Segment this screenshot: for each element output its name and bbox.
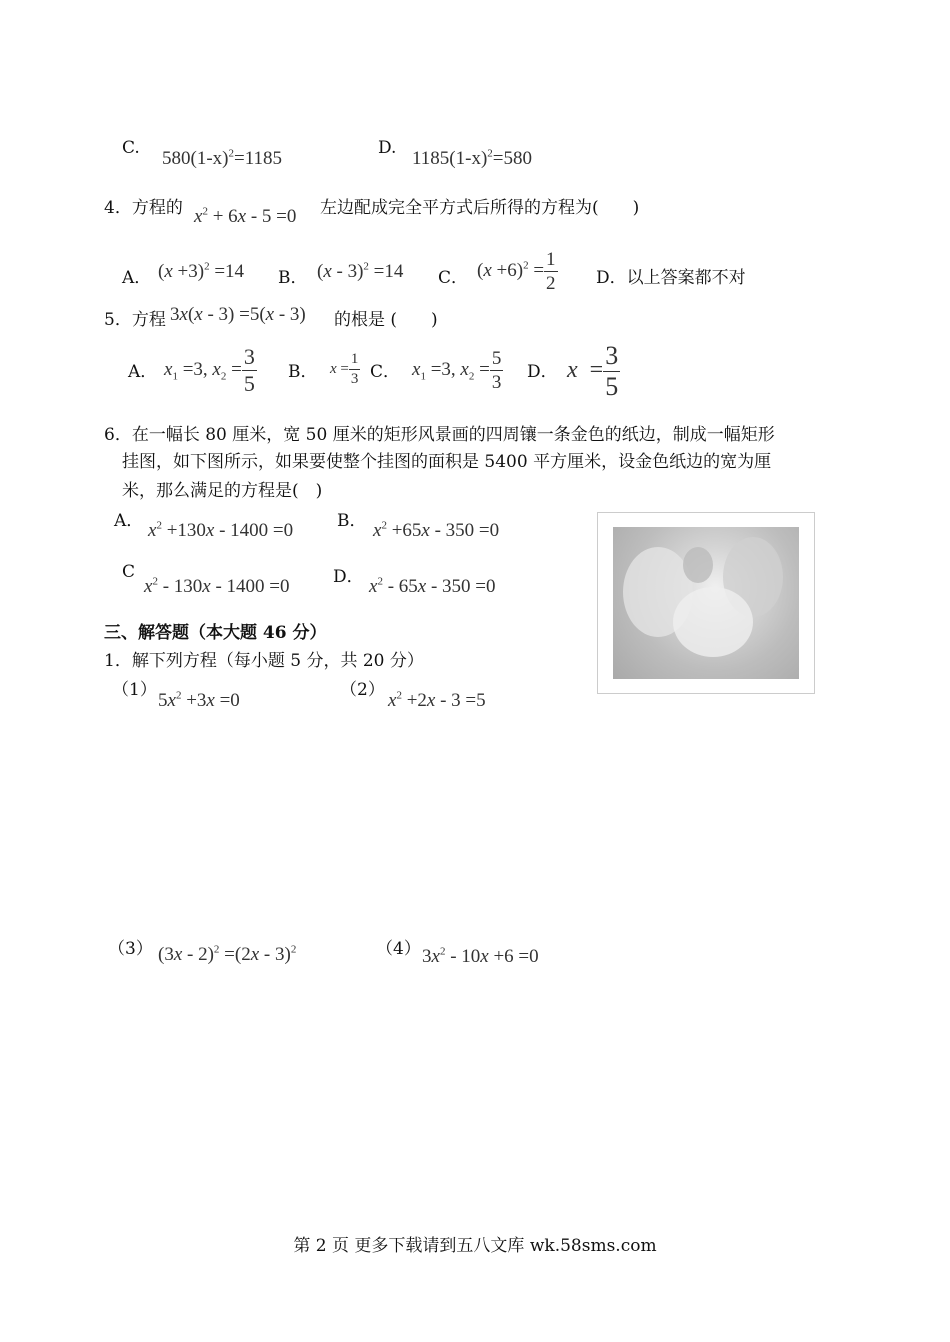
- q5-option-d-equation: x = $\frac{3}{5}$: [567, 341, 619, 401]
- q6-option-d-equation: $x^2 - 65x - 350 =0$: [369, 575, 496, 597]
- q6-option-c-equation: $x^2 - 130x - 1400 =0$: [144, 575, 290, 597]
- q5-equation: 3x(x - 3) =5(x - 3): [170, 304, 306, 325]
- q4-option-b-equation: (x - 3)$^2$ =14: [317, 260, 404, 282]
- q5-option-a-equation: $x_1 =3$, $x_2$ = $\frac{3}{5}$: [164, 344, 255, 396]
- q6-option-b-equation: $x^2 +65x - 350 =0$: [373, 519, 500, 541]
- q4-option-c-label: C．: [438, 268, 469, 288]
- q4-option-d: D．以上答案都不对: [596, 268, 746, 288]
- q5-stem-suffix: 的根是 ( ): [334, 310, 438, 330]
- q4-stem-prefix: 4．方程的: [104, 198, 183, 218]
- part-1-equation: $5x^2 +3x =0$: [158, 689, 240, 711]
- q4-option-a-label: A．: [122, 268, 152, 288]
- q4-stem-suffix: 左边配成完全平方式后所得的方程为( ): [320, 198, 640, 218]
- q6-option-a-equation: $x^2 +130x - 1400 =0$: [148, 519, 294, 541]
- section-3-q1: 1．解下列方程（每小题 5 分，共 20 分）: [104, 651, 424, 671]
- part-2-equation: $x^2 +2x - 3 =5$: [388, 689, 486, 711]
- q3-c-rhs: =1185: [233, 148, 282, 169]
- part-3-label: （3）: [108, 939, 153, 959]
- q6-line-3: 米，那么满足的方程是( ): [122, 481, 323, 501]
- q3-d-rhs: =580: [492, 148, 532, 169]
- q3-option-c-label: C.: [122, 138, 140, 158]
- q3-option-d-equation: $1185(1-x)^2=580$: [412, 147, 532, 169]
- q5-option-a-label: A．: [128, 362, 158, 382]
- q5-option-d-label: D．: [527, 362, 558, 382]
- part-1-label: （1）: [112, 680, 157, 700]
- q6-line-2: 挂图，如下图所示，如果要使整个挂图的面积是 5400 平方厘米，设金色纸边的宽为厘: [122, 452, 772, 472]
- q5-option-c-label: C．: [370, 362, 401, 382]
- q6-option-b-label: B．: [337, 511, 367, 531]
- picture-image: [613, 527, 799, 679]
- q5-option-b-equation: x = $\frac{1}{3}$: [330, 351, 359, 387]
- part-2-label: （2）: [340, 680, 385, 700]
- section-3-title: 三、解答题（本大题 46 分）: [104, 623, 327, 643]
- q3-option-d-label: D.: [378, 138, 397, 158]
- q4-option-c-equation: $(x +6)^2$ = $\frac{1}{2}$: [477, 249, 556, 294]
- page-footer: 第 2 页 更多下载请到五八文库 wk.58sms.com: [293, 1236, 657, 1256]
- q6-line-1: 6．在一幅长 80 厘米，宽 50 厘米的矩形风景画的四周镶一条金色的纸边，制成一幅矩形: [104, 425, 775, 445]
- q4-option-a-equation: $(x +3)^2 =14$: [158, 260, 245, 282]
- q3-d-expr: 1185(1-x): [412, 148, 488, 169]
- q6-option-d-label: D．: [333, 567, 364, 587]
- part-4-label: （4）: [376, 939, 421, 959]
- q5-option-b-label: B．: [288, 362, 318, 382]
- part-3-equation: (3x - 2)$^2$ =(2x - 3)$^2$: [158, 943, 297, 965]
- framed-picture: [597, 512, 815, 694]
- q3-option-c-equation: $580(1-x)^2=1185$: [162, 147, 282, 169]
- q6-option-c-label: C: [122, 562, 136, 582]
- q4-option-b-label: B．: [278, 268, 308, 288]
- q5-option-c-equation: $x_1 =3$, $x_2$ = $\frac{5}{3}$: [412, 348, 502, 393]
- part-4-equation: $3x^2 - 10x +6 =0$: [422, 945, 539, 967]
- q4-equation: $x^2 + 6x - 5 =0$: [194, 205, 297, 227]
- q6-option-a-label: A．: [114, 511, 144, 531]
- q3-c-expr: 580(1-x): [162, 148, 229, 169]
- q5-stem-prefix: 5．方程: [104, 310, 166, 330]
